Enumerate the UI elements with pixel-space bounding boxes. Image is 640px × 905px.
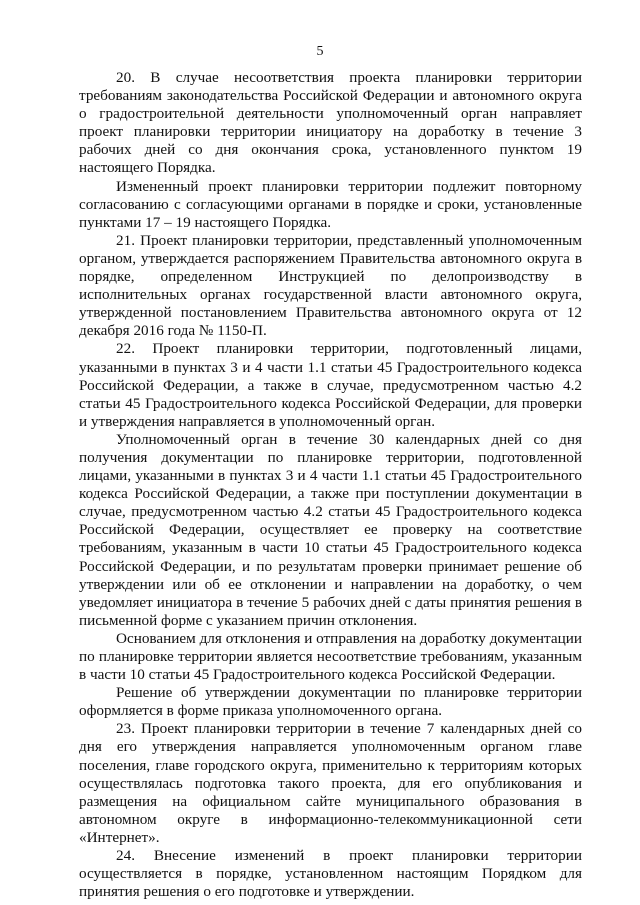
paragraph-20-amended: Измененный проект планировки территории подлежит повторному согласованию с согласующими органами в порядке и сроки, установленные пунктами 17 – 19 настоящего Порядка. [79,177,582,231]
paragraph-22-approval-decision: Решение об утверждении документации по планировке территории оформляется в форме приказа уполномоченного органа. [79,684,582,720]
paragraph-22: 22. Проект планировки территории, подготовленный лицами, указанными в пунктах 3 и 4 части 1.1 статьи 45 Градостроительного кодекса Российской Федерации, а также в случае, предусмотренном частью 4.2 статьи 45 Градостроительного кодекса Российской Федерации, для проверки и утверждения направляется в уполномоченный орган. [79,340,582,430]
paragraph-24: 24. Внесение изменений в проект планировки территории осуществляется в порядке, установленном настоящим Порядком для принятия решения о его подготовке и утверждении. [79,847,582,901]
paragraph-22-review: Уполномоченный орган в течение 30 календарных дней со дня получения документации по планировке территории, подготовленной лицами, указанными в пунктах 3 и 4 части 1.1 статьи 45 Градостроительного кодекса Российской Федерации, а также при поступлении документации в случае, предусмотренном частью 4.2 статьи 45 Градостроительного кодекса Российской Федерации, осуществляет ее проверку на соответствие требованиям, указанным в части 10 статьи 45 Градостроительного кодекса Российской Федерации, и по результатам проверки принимает решение об утверждении или об ее отклонении и направлении на доработку, о чем уведомляет инициатора в течение 5 рабочих дней с даты принятия решения в письменной форме с указанием причин отклонения. [79,430,582,629]
paragraph-23: 23. Проект планировки территории в течение 7 календарных дней со дня его утверждения направляется уполномоченным органом главе поселения, главе городского округа, применительно к территориям которых осуществлялась подготовка такого проекта, для его опубликования и размещения на официальном сайте муниципального образования в автономном округе в информационно-телекоммуникационной сети «Интернет». [79,720,582,846]
page-number: 5 [316,44,324,59]
document-body [79,69,582,901]
paragraph-21: 21. Проект планировки территории, представленный уполномоченным органом, утверждается распоряжением Правительства автономного округа в порядке, определенном Инструкцией по делопроизводству в исполнительных органах государственной власти автономного округа, утвержденной постановлением Правительства автономного округа от 12 декабря 2016 года № 1150-П. [79,231,582,340]
paragraph-20: 20. В случае несоответствия проекта планировки территории требованиям законодательства Российской Федерации и автономного округа о градостроительной деятельности уполномоченный орган направляет проект планировки территории инициатору на доработку в течение 3 рабочих дней со дня окончания срока, установленного пунктом 19 настоящего Порядка. [79,69,582,177]
paragraph-22-rejection-grounds: Основанием для отклонения и отправления на доработку документации по планировке территории является несоответствие требованиям, указанным в части 10 статьи 45 Градостроительного кодекса Российской Федерации. [79,629,582,684]
